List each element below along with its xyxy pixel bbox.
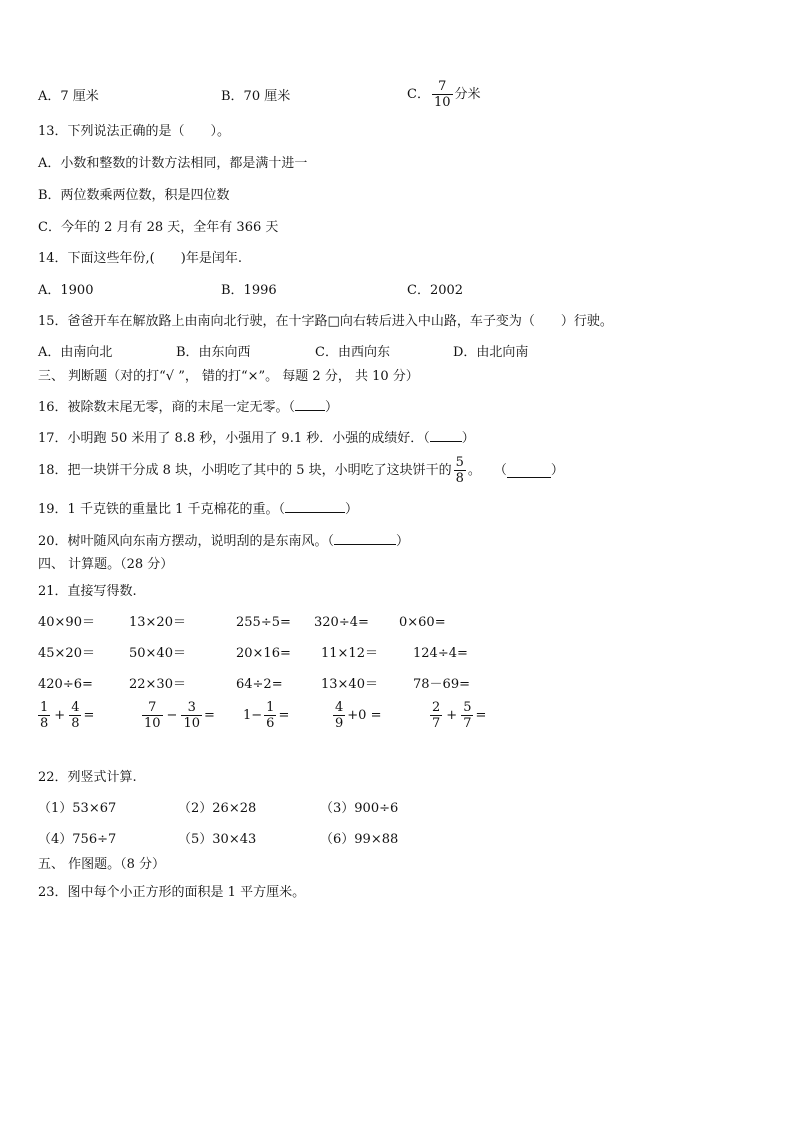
vertical-calc-item: （4）756÷7 [38,832,117,847]
expression-lead: 1− [243,708,263,723]
fraction-denominator: 8 [40,716,49,731]
q14-option-c: C．2002 [407,283,464,298]
fraction-expression-2 [140,701,215,730]
operator: − [166,708,178,723]
q16-stem: 16．被除数末尾无零，商的末尾一定无零。（ [38,400,296,415]
q18-stem: 18．把一块饼干分成 8 块，小明吃了其中的 5 块，小明吃了这块饼干的 [38,462,452,478]
fraction [461,701,473,730]
fraction-denominator: 7 [432,716,441,731]
fraction-numerator: 4 [71,700,80,715]
q20-end: ） [396,534,410,549]
fraction-numerator: 3 [187,700,196,715]
q16-end: ） [325,400,339,415]
calc-item: 22×30＝ [129,677,186,692]
q17-end: ） [461,431,475,446]
q14-stem: 14．下面这些年份,( )年是闰年. [38,251,242,266]
calc-item: 13×20＝ [129,615,186,630]
vertical-calc-item: （5）30×43 [178,832,257,847]
q15-option-d: D．由北向南 [453,345,529,360]
q18-fraction [454,456,466,485]
q12-option-c-prefix: C． [407,86,430,102]
vertical-calc-item: （1）53×67 [38,801,117,816]
vertical-calc-item: （6）99×88 [320,832,399,847]
fraction-denominator: 8 [71,716,80,731]
q19 [38,499,358,518]
q12-option-b: B．70 厘米 [221,89,291,104]
q12-option-a: A．7 厘米 [38,89,99,104]
calc-item: 50×40＝ [129,646,186,661]
q15-option-c: C．由西向东 [315,345,390,360]
equals: = [278,708,290,723]
q20-stem: 20．树叶随风向东南方摆动，说明刮的是东南风。（ [38,534,335,549]
q17-stem: 17．小明跑 50 米用了 8.8 秒，小强用了 9.1 秒．小强的成绩好．（ [38,431,430,446]
calc-item: 20×16= [236,646,291,661]
equals: = [204,708,215,723]
q13-stem: 13．下列说法正确的是（ ）。 [38,124,231,139]
fraction-numerator: 1 [40,700,49,715]
fraction-denominator: 7 [463,716,472,731]
fraction-expression-5 [428,701,486,730]
equals: = [475,708,487,723]
fraction [38,701,50,730]
fraction [264,701,276,730]
vertical-calc-item: （3）900÷6 [320,801,399,816]
calc-item: 255÷5= [236,615,291,630]
q18 [38,456,564,485]
q15-option-b: B．由东向西 [176,345,251,360]
calc-item: 124÷4= [413,646,468,661]
q23-stem: 23．图中每个小正方形的面积是 1 平方厘米。 [38,885,306,900]
fraction [430,701,442,730]
q15-stem: 15．爸爸开车在解放路上由南向北行驶，在十字路□向右转后进入中山路，车子变为（ ）行驶。 [38,314,613,329]
q19-end: ） [344,502,358,517]
answer-blank[interactable] [295,397,325,411]
fraction-denominator: 9 [335,716,344,731]
fraction-denominator: 10 [183,716,200,731]
fraction-expression-4 [331,701,381,730]
fraction-expression-1 [36,701,94,730]
q13-option-a: A．小数和整数的计数方法相同，都是满十进一 [38,156,308,171]
q13-option-b: B．两位数乘两位数，积是四位数 [38,188,230,203]
fraction-numerator: 4 [335,700,344,715]
calc-item: 78－69= [413,677,470,692]
vertical-calc-item: （2）26×28 [178,801,257,816]
q16 [38,397,338,416]
section-5-title: 五、 作图题。（8 分） [38,857,166,872]
calc-item: 420÷6= [38,677,93,692]
fraction-numerator: 7 [438,79,447,94]
q18-end: ） [550,462,564,478]
section-3-title: 三、 判断题（对的打“√ ”， 错的打“×”。 每题 2 分， 共 10 分） [38,369,419,384]
fraction [69,701,81,730]
section-4-title: 四、 计算题。（28 分） [38,557,174,572]
answer-blank[interactable] [334,531,396,545]
q21-stem: 21．直接写得数. [38,584,137,599]
fraction-numerator: 7 [148,700,157,715]
fraction-numerator: 1 [266,700,275,715]
fraction-expression-3 [243,701,289,730]
fraction [142,701,163,730]
answer-blank[interactable] [285,499,345,513]
expression-tail: +0 = [347,708,382,723]
calc-item: 320÷4= [314,615,369,630]
q15-option-a: A．由南向北 [38,345,113,360]
calc-item: 13×40＝ [321,677,378,692]
fraction-denominator: 6 [266,716,275,731]
calc-item: 40×90＝ [38,615,95,630]
fraction-denominator: 10 [433,95,451,110]
q20 [38,531,409,550]
q12-option-c [407,80,481,109]
q18-after: 。 （ [467,462,507,478]
fraction-numerator: 5 [463,700,472,715]
calc-item: 45×20＝ [38,646,95,661]
operator: + [446,708,458,723]
calc-item: 0×60= [399,615,446,630]
q14-option-b: B．1996 [221,283,277,298]
fraction-denominator: 8 [455,471,464,486]
fraction-numerator: 5 [455,455,464,470]
calc-item: 64÷2= [236,677,283,692]
answer-blank[interactable] [507,464,551,478]
answer-blank[interactable] [430,428,462,442]
operator: + [54,708,66,723]
fraction [333,701,345,730]
q12-option-c-unit: 分米 [454,86,481,102]
q12-option-c-fraction [432,80,453,109]
fraction [181,701,202,730]
fraction-numerator: 2 [432,700,441,715]
q19-stem: 19．1 千克铁的重量比 1 千克棉花的重。（ [38,502,285,517]
q13-option-c: C．今年的 2 月有 28 天，全年有 366 天 [38,220,279,235]
q22-stem: 22．列竖式计算. [38,770,137,785]
equals: = [83,708,95,723]
calc-item: 11×12＝ [321,646,378,661]
q14-option-a: A．1900 [38,283,94,298]
fraction-denominator: 10 [144,716,161,731]
q17 [38,428,475,447]
